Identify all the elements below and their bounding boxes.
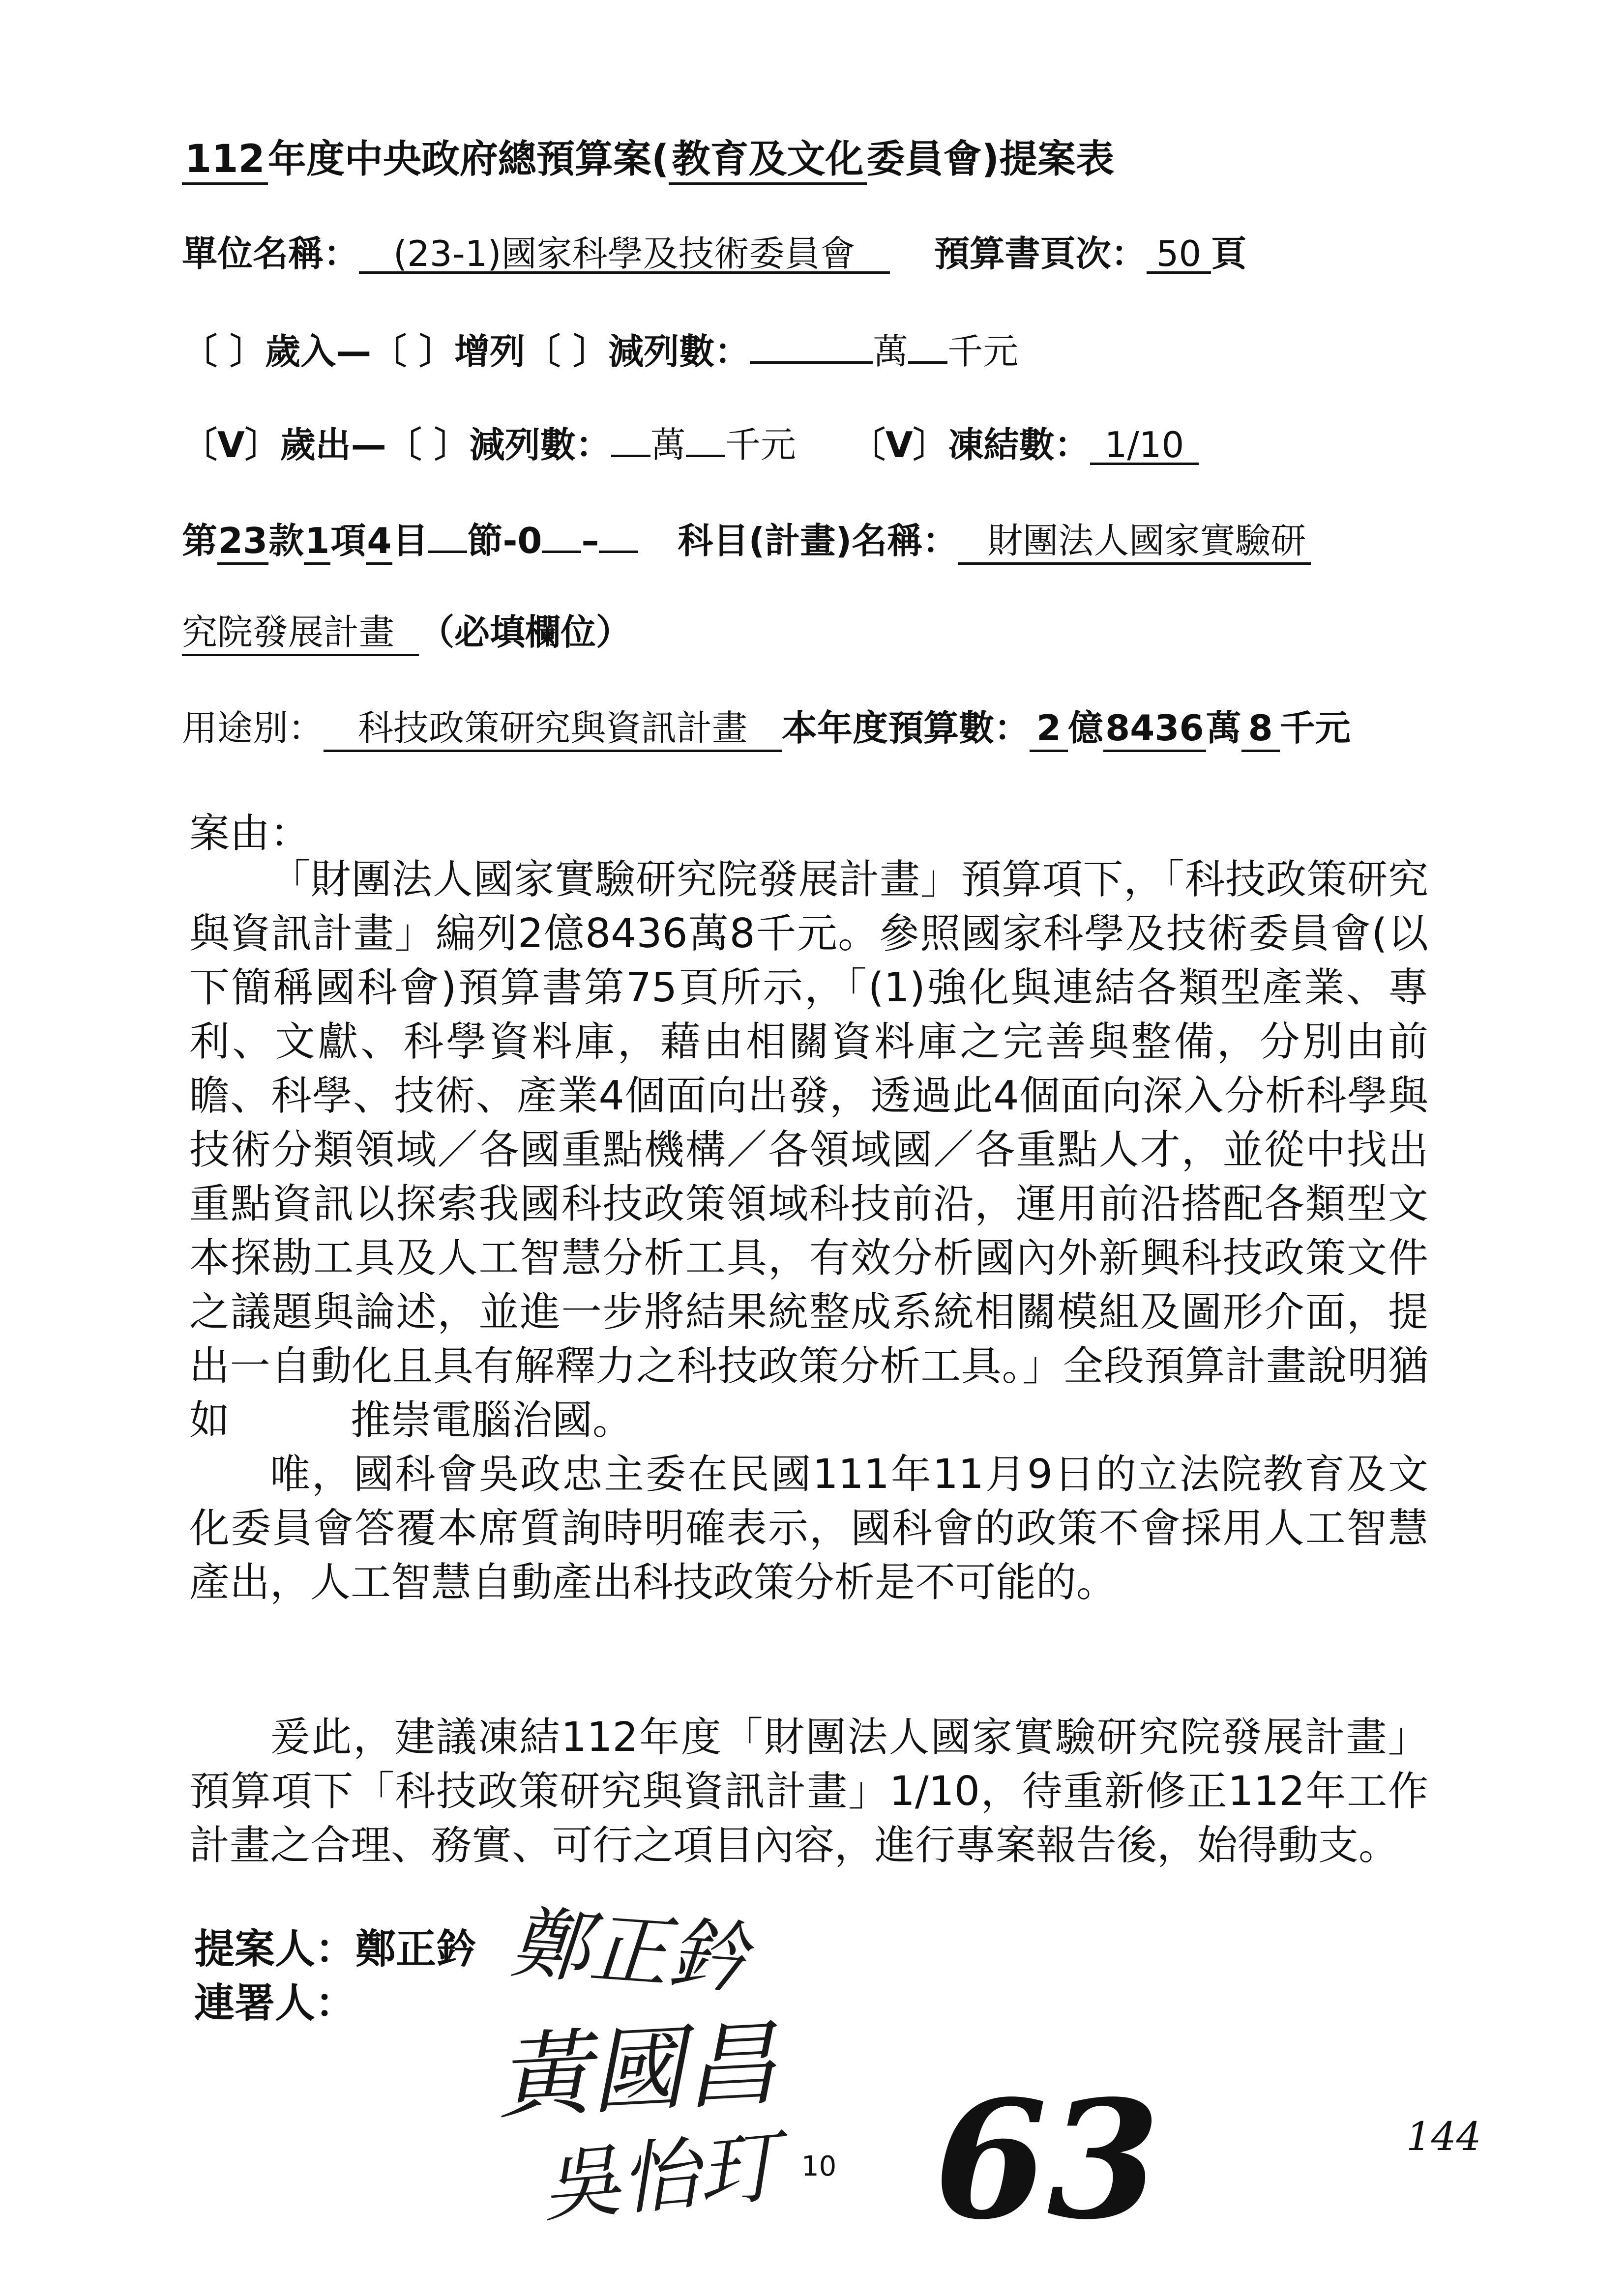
proposer-name: 鄭正鈐 bbox=[355, 1926, 477, 1973]
expenditure-wan: 萬 bbox=[650, 424, 686, 465]
freeze-value: 1/10 bbox=[1090, 427, 1199, 465]
handwritten-number-stamp: 63 bbox=[934, 2064, 1160, 2255]
expenditure-qian: 千元 bbox=[725, 424, 796, 465]
form-title bbox=[182, 137, 1115, 185]
proposer-row bbox=[194, 1917, 476, 1975]
budget-qian: 8 bbox=[1241, 710, 1280, 752]
subject-name-value-2: 究院發展計畫 bbox=[182, 614, 419, 656]
budget-label: 本年度預算數： bbox=[782, 707, 1030, 749]
unit-label: 單位名稱： bbox=[182, 233, 359, 274]
subject-sub2-blank bbox=[599, 521, 638, 553]
page-unit: 頁 bbox=[1211, 233, 1247, 274]
subject-jie: 節-0 bbox=[467, 520, 542, 561]
subject-kuan: 23 bbox=[217, 523, 268, 565]
subject-jie-blank bbox=[428, 521, 467, 553]
reason-paragraph-3: 爰此，建議凍結112年度「財團法人國家實驗研究院發展計畫」預算項下「科技政策研究與資訊計畫」1/10，待重新修正112年工作計畫之合理、務實、可行之項目內容，進行專案報告後，始得動支。 bbox=[189, 1714, 1428, 1869]
revenue-wan-blank bbox=[750, 332, 873, 364]
budget-wan: 8436 bbox=[1103, 710, 1206, 752]
cosigner-signature-1: 黃國昌 bbox=[494, 2009, 780, 2132]
expenditure-wan-blank bbox=[611, 425, 650, 457]
subject-name-value-1: 財團法人國家實驗研 bbox=[958, 523, 1311, 565]
title-year: 112 bbox=[182, 140, 268, 185]
proposer-signature: 鄭正鈐 bbox=[508, 1896, 750, 2005]
revenue-qian-blank bbox=[908, 332, 947, 364]
revenue-wan: 萬 bbox=[873, 331, 909, 372]
unit-row bbox=[182, 233, 1247, 274]
subject-row bbox=[182, 521, 1311, 565]
expenditure-qian-blank bbox=[686, 425, 725, 457]
budget-wan-label: 萬 bbox=[1206, 707, 1241, 749]
proposer-label: 提案人： bbox=[194, 1926, 356, 1973]
usage-row bbox=[182, 707, 1351, 752]
page-number: 10 bbox=[801, 2151, 837, 2182]
usage-label: 用途別： bbox=[182, 707, 324, 749]
subject-mu-label: 目 bbox=[392, 520, 428, 561]
cosigners-label: 連署人： bbox=[194, 1980, 356, 2027]
title-suffix: 委員會)提案表 bbox=[866, 137, 1115, 181]
cosigner-signature-2: 吳怡玎 bbox=[537, 2121, 781, 2233]
usage-value: 科技政策研究與資訊計畫 bbox=[324, 710, 782, 752]
unit-value: (23-1)國家科學及技術委員會 bbox=[359, 236, 890, 274]
subject-name-label: 科目(計畫)名稱： bbox=[678, 520, 958, 561]
required-note: （必填欄位） bbox=[419, 611, 632, 653]
expenditure-text: 〔V〕歲出—〔 〕減列數： bbox=[182, 424, 611, 465]
corner-number: 144 bbox=[1406, 2114, 1481, 2159]
title-prefix: 年度中央政府總預算案( bbox=[267, 137, 669, 181]
page-value: 50 bbox=[1147, 236, 1211, 274]
expenditure-row bbox=[182, 425, 1199, 465]
subject-mu: 4 bbox=[366, 523, 392, 565]
reason-heading: 案由： bbox=[189, 810, 311, 857]
subject-kuan-label: 款 bbox=[268, 520, 304, 561]
subject-xiang: 1 bbox=[304, 523, 330, 565]
subject-sub-blank bbox=[542, 521, 581, 553]
subject-row-2 bbox=[182, 611, 632, 656]
freeze-label: 〔V〕凍結數： bbox=[850, 424, 1090, 465]
revenue-row bbox=[182, 331, 1019, 372]
reason-paragraph-2: 唯，國科會吳政忠主委在民國111年11月9日的立法院教育及文化委員會答覆本席質詢時明確表示，國科會的政策不會採用人工智慧產出，人工智慧自動產出科技政策分析是不可能的。 bbox=[189, 1451, 1428, 1606]
title-committee: 教育及文化 bbox=[669, 140, 866, 185]
page-label: 預算書頁次： bbox=[934, 233, 1147, 274]
reason-paragraph-1: 「財團法人國家實驗研究院發展計畫」預算項下，「科技政策研究與資訊計畫」編列2億8436萬8千元。參照國家科學及技術委員會(以下簡稱國科會)預算書第75頁所示，「(1)強化與連結各類型產業、專利、文獻、科學資料庫，藉由相關資料庫之完善與整備，分別由前瞻、科學、技術、產業4個面向出發，透過此4個面向深入分析科學與技術分類領域／各國重點機構／各領域國／各重點人才，並從中找出重點資訊以探索我國科技政策領域科技前沿，運用前沿搭配各類型文本探勘工具及人工智慧分析工具，有效分析國內外新興科技政策文件之議題與論述，並進一步將結果統整成系統相關模組及圖形介面，提出一自動化且具有解釋力之科技政策分析工具。」全段預算計畫說明猶如 推崇電腦治國。 bbox=[189, 856, 1428, 1444]
budget-qian-label: 千元 bbox=[1279, 707, 1351, 749]
budget-yi: 2 bbox=[1030, 710, 1068, 752]
subject-prefix: 第 bbox=[182, 520, 218, 561]
budget-yi-label: 億 bbox=[1068, 707, 1104, 749]
revenue-text: 〔 〕歲入—〔 〕增列〔 〕減列數： bbox=[182, 331, 750, 372]
revenue-qian: 千元 bbox=[947, 331, 1019, 372]
subject-xiang-label: 項 bbox=[330, 520, 366, 561]
subject-dash: – bbox=[581, 520, 599, 561]
